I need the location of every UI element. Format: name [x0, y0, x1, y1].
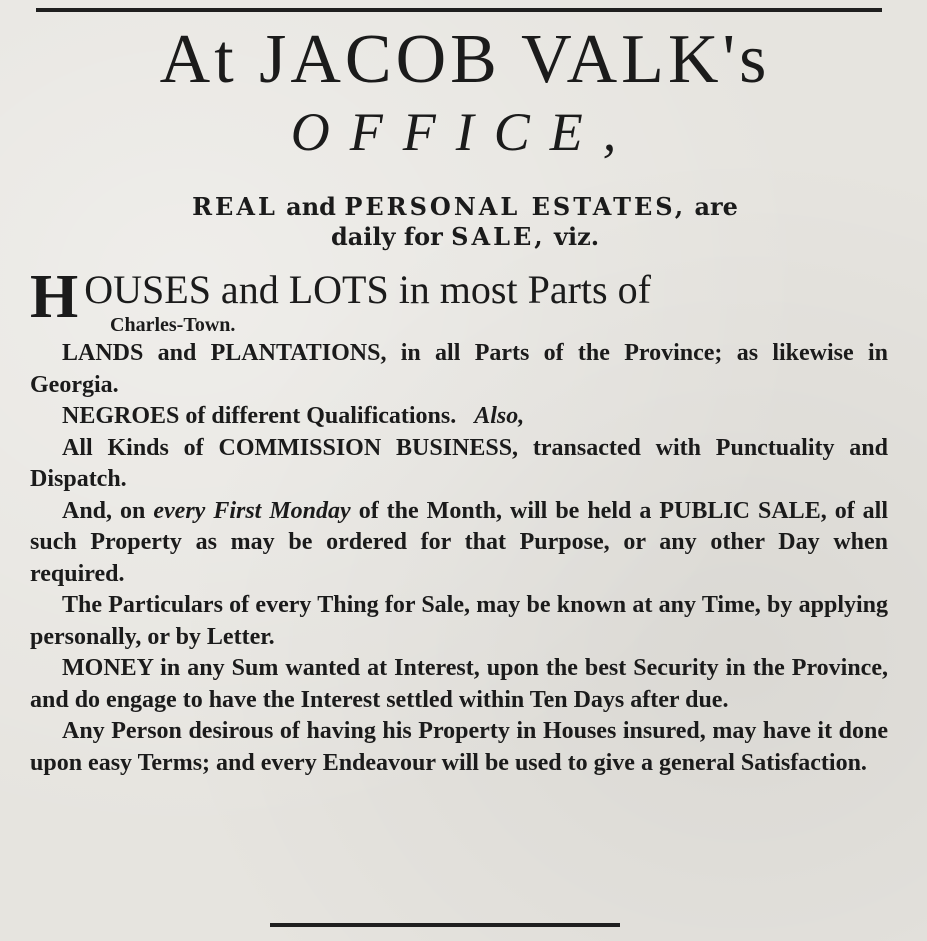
- drop-cap: H: [30, 263, 79, 331]
- insurance-paragraph: Any Person desirous of having his Property in Houses insured, may have it done upon easy Terms; and every Endeavour will be used to give a general Satisfaction.: [30, 718, 888, 776]
- intro-are: are: [694, 192, 738, 221]
- money-paragraph: MONEY in any Sum wanted at Interest, upon the best Security in the Province, and do engage to have the Interest settled within Ten Days after due.: [30, 655, 888, 713]
- office-title: OFFICE,: [290, 102, 637, 162]
- public-sale-text: of the Month, will be held a PUBLIC SALE, of all such Property as may be ordered for that Purpose, or any other Day when required.: [30, 497, 889, 587]
- negroes-also: Also,: [474, 403, 525, 429]
- intro-real: REAL: [192, 192, 278, 221]
- intro-line-1: [40, 192, 890, 222]
- negroes-text: NEGROES of different Qualifications.: [62, 403, 457, 429]
- houses-heading: OUSES and LOTS in most Parts of: [84, 267, 651, 312]
- bottom-rule: [270, 923, 620, 927]
- top-rule: [36, 8, 882, 12]
- intro-and: and: [286, 192, 336, 221]
- intro-line-2: [40, 222, 890, 252]
- public-sale-paragraph: [30, 496, 888, 591]
- houses-location: Charles-Town.: [110, 314, 236, 336]
- negroes-paragraph: [30, 401, 888, 433]
- public-sale-day: every First Monday: [153, 497, 351, 524]
- intro-personal-estates: PERSONAL ESTATES,: [344, 192, 687, 221]
- lands-paragraph: LANDS and PLANTATIONS, in all Parts of the Province; as likewise in Georgia.: [30, 340, 888, 398]
- advertisement-heading: At JACOB VALK's: [159, 21, 771, 98]
- intro-notice: [40, 192, 890, 252]
- intro-daily-for: daily for: [330, 222, 443, 251]
- houses-paragraph: [30, 263, 888, 338]
- advertisement-body: [30, 263, 889, 779]
- intro-sale: SALE,: [451, 222, 546, 251]
- public-sale-lead: And, on: [62, 497, 146, 524]
- particulars-paragraph: The Particulars of every Thing for Sale, may be known at any Time, by applying personally, or by Letter.: [30, 592, 888, 650]
- commission-paragraph: All Kinds of COMMISSION BUSINESS, transacted with Punctuality and Dispatch.: [30, 434, 888, 492]
- intro-viz: viz.: [554, 222, 600, 251]
